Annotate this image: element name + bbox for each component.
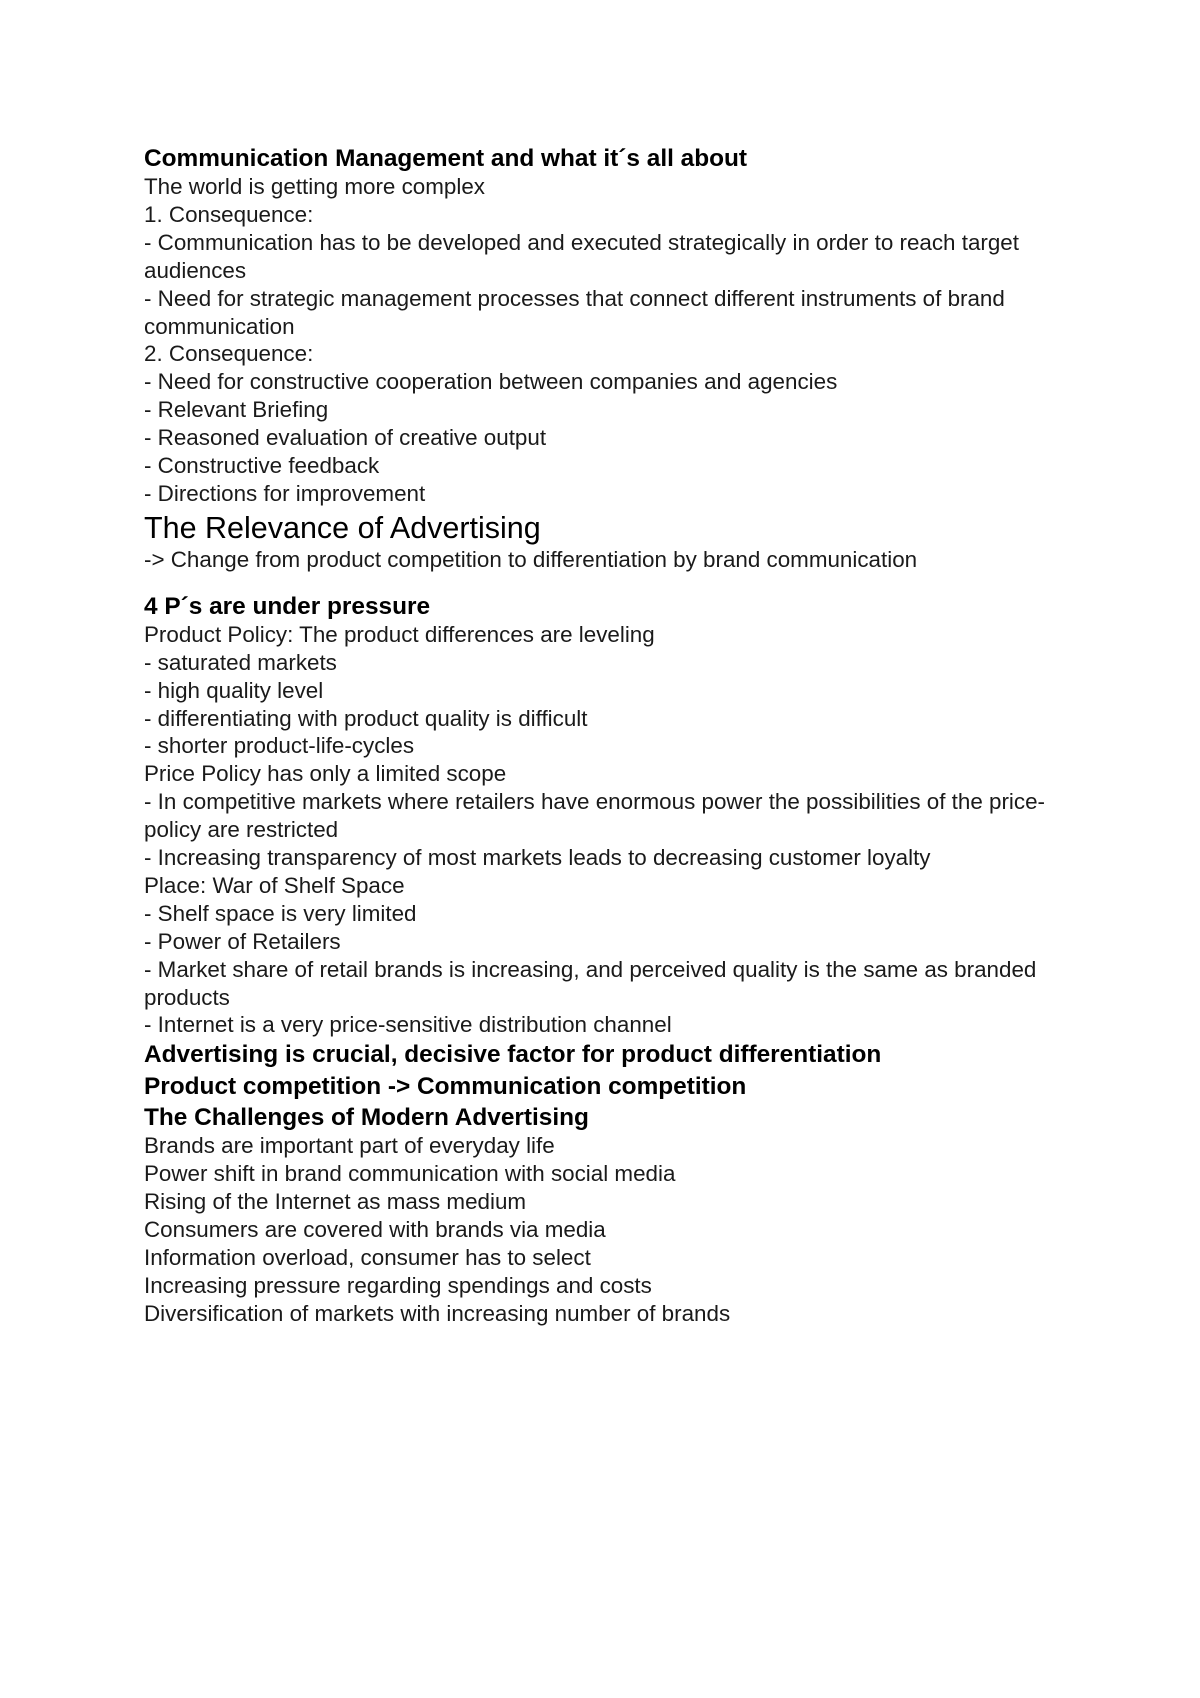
section-heading-four-ps: 4 P´s are under pressure (144, 592, 431, 620)
text-line: Place: War of Shelf Space (144, 872, 405, 898)
text-line: - saturated markets (144, 649, 337, 675)
text-line: Diversification of markets with increasing number of brands (144, 1300, 731, 1326)
text-line: - Need for strategic management processes that connect different instruments of brand communication (144, 285, 1005, 339)
text-line: - differentiating with product quality is difficult (144, 705, 588, 731)
text-line: Information overload, consumer has to select (144, 1245, 591, 1270)
document-page (144, 144, 1074, 1328)
text-line: - In competitive markets where retailers have enormous power the possibilities of the price-policy are restricted (144, 789, 1045, 843)
text-line: - high quality level (144, 677, 324, 703)
text-line: - Constructive feedback (144, 453, 380, 479)
text-line: Price Policy has only a limited scope (144, 761, 507, 787)
text-line: Power shift in brand communication with social media (144, 1161, 676, 1187)
text-line: - Internet is a very price-sensitive distribution channel (144, 1012, 672, 1038)
text-line: 2. Consequence: (144, 341, 314, 367)
text-line: -> Change from product competition to differentiation by brand communication (144, 546, 918, 572)
text-line: Rising of the Internet as mass medium (144, 1189, 527, 1215)
text-line: - Relevant Briefing (144, 397, 329, 423)
relevance-lines (144, 546, 1074, 574)
text-line: 1. Consequence: (144, 201, 314, 227)
text-line: - Need for constructive cooperation between companies and agencies (144, 369, 838, 395)
text-line: - Power of Retailers (144, 928, 341, 954)
four-ps-lines (144, 621, 1074, 1040)
text-line: - Reasoned evaluation of creative output (144, 425, 547, 451)
text-line: - Directions for improvement (144, 480, 426, 506)
text-line: Brands are important part of everyday life (144, 1133, 555, 1159)
text-line: products (144, 984, 230, 1010)
text-line: - Increasing transparency of most markets leads to decreasing customer loyalty (144, 845, 931, 871)
text-line: - shorter product-life-cycles (144, 733, 415, 759)
text-line: Consumers are covered with brands via media (144, 1217, 606, 1243)
section-heading-relevance-of-advertising: The Relevance of Advertising (144, 510, 541, 545)
text-line: Product Policy: The product differences are leveling (144, 621, 655, 647)
conclusion-heading-advertising-crucial: Advertising is crucial, decisive factor for product differentiation (144, 1041, 882, 1069)
text-line: The world is getting more complex (144, 174, 485, 199)
text-line: - Market share of retail brands is increasing, and perceived quality is the same as branded (144, 956, 1037, 982)
communication-management-lines (144, 173, 1074, 508)
challenges-lines (144, 1132, 1074, 1327)
text-line: Increasing pressure regarding spendings and costs (144, 1272, 652, 1298)
section-heading-communication-management: Communication Management and what it´s all about (144, 145, 748, 172)
conclusion-heading-product-competition: Product competition -> Communication competition (144, 1073, 747, 1101)
text-line: - Shelf space is very limited (144, 900, 417, 926)
section-heading-challenges: The Challenges of Modern Advertising (144, 1104, 589, 1132)
text-line: - Communication has to be developed and executed strategically in order to reach target audiences (144, 229, 1019, 283)
